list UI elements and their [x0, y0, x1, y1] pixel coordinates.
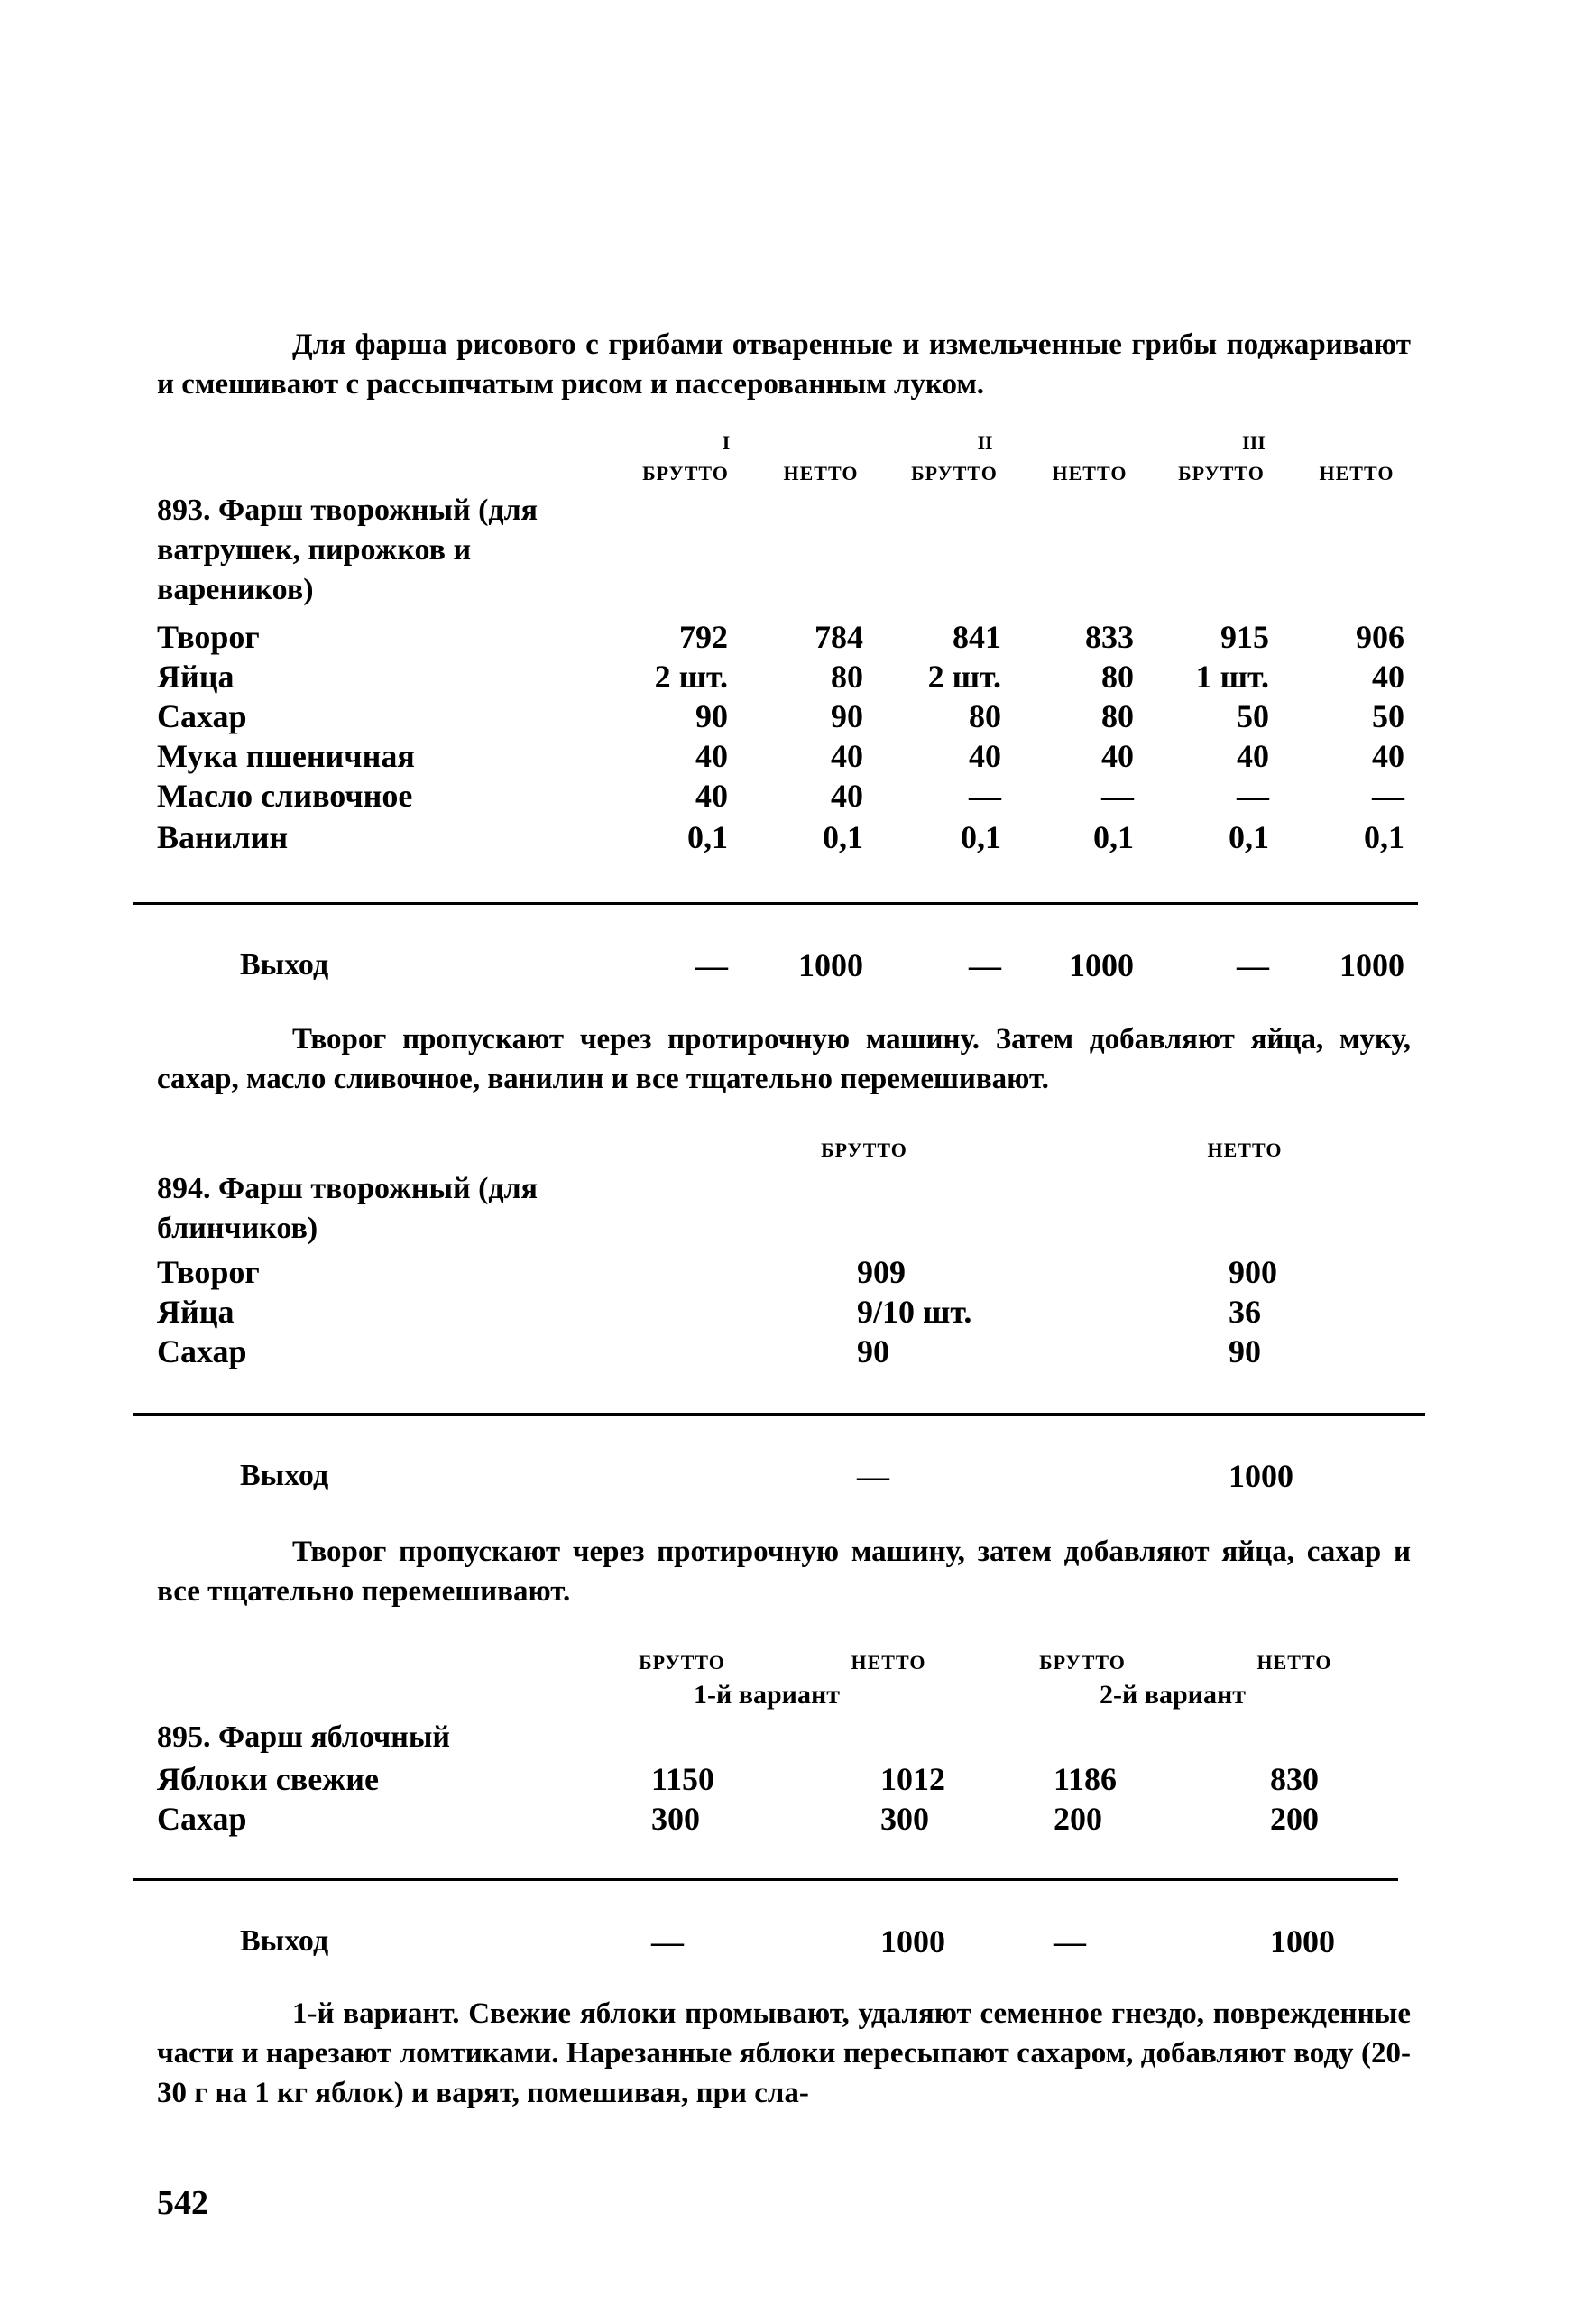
ingredient-name: Сахар [157, 1333, 247, 1370]
variant-label: 2-й вариант [1100, 1680, 1246, 1710]
page-number: 542 [157, 2184, 208, 2222]
table-cell: 50 [1237, 698, 1269, 734]
table-cell: 0,1 [1364, 819, 1404, 855]
table-row [0, 1332, 1574, 1371]
table-cell: 906 [1356, 619, 1404, 655]
table-cell: 784 [815, 619, 863, 655]
table-row [0, 817, 1574, 857]
ingredient-name: Яйца [157, 659, 235, 695]
table-cell: 909 [857, 1254, 906, 1290]
table-cell: 1000 [1229, 1458, 1293, 1494]
table-divider [133, 902, 1418, 905]
table-cell: — [1237, 947, 1269, 983]
table-cell: 200 [1054, 1801, 1102, 1837]
table-cell: 1186 [1054, 1761, 1118, 1797]
table-cell: 1000 [880, 1923, 945, 1960]
column-header: БРУТТО [821, 1139, 907, 1161]
table-cell: — [857, 1458, 889, 1494]
table-cell: — [969, 947, 1001, 983]
table-cell: — [1054, 1923, 1086, 1960]
column-header: БРУТТО [911, 462, 998, 484]
table-divider [133, 1413, 1425, 1416]
column-header: НЕТТО [1256, 1651, 1332, 1674]
column-header: НЕТТО [1319, 462, 1395, 484]
ingredient-name: Творог [157, 1254, 260, 1290]
variant-label: 1-й вариант [694, 1680, 840, 1710]
table-row [0, 657, 1574, 696]
table-cell: 90 [1229, 1333, 1261, 1370]
table-cell: 2 шт. [927, 659, 1001, 695]
table-cell: 900 [1229, 1254, 1277, 1290]
output-label: Выход [240, 1924, 329, 1958]
recipe-description: Творог пропускают через протирочную машину, затем добавляют яйца, сахар и все тщательно перемешивают. [157, 1536, 1411, 1608]
output-label: Выход [240, 948, 329, 982]
table-cell: 80 [831, 659, 863, 695]
table-cell: 40 [831, 778, 863, 814]
table-row [0, 696, 1574, 736]
table-cell: 1150 [651, 1761, 715, 1797]
ingredient-name: Яблоки свежие [157, 1761, 380, 1797]
table-cell: 40 [695, 738, 728, 774]
table-cell: 80 [1101, 659, 1134, 695]
table-cell: 80 [969, 698, 1001, 734]
table-cell: 915 [1220, 619, 1269, 655]
table-cell: 40 [1237, 738, 1269, 774]
table-cell: 40 [969, 738, 1001, 774]
column-header: БРУТТО [642, 462, 729, 484]
table-cell: 50 [1372, 698, 1404, 734]
table-cell: 40 [1101, 738, 1134, 774]
output-row [0, 1456, 1574, 1496]
recipe-title: 895. Фарш яблочный [157, 1720, 450, 1754]
recipe-title: 893. Фарш творожный (для ватрушек, пирожков и вареников) [157, 493, 538, 606]
ingredient-name: Сахар [157, 698, 247, 734]
table-row [0, 1799, 1574, 1839]
recipe-title: 894. Фарш творожный (для блинчиков) [157, 1172, 538, 1245]
table-cell: 841 [953, 619, 1001, 655]
table-row [0, 1252, 1574, 1292]
column-header: БРУТТО [639, 1651, 725, 1674]
table-cell: 1012 [880, 1761, 945, 1797]
table-cell: 1000 [1069, 947, 1134, 983]
table-cell: — [1372, 778, 1404, 814]
table-cell: 2 шт. [654, 659, 728, 695]
table-cell: 90 [857, 1333, 889, 1370]
table-cell: 300 [651, 1801, 700, 1837]
table-cell: 300 [880, 1801, 929, 1837]
column-header: БРУТТО [1039, 1651, 1126, 1674]
table-cell: 40 [1372, 659, 1404, 695]
table-cell: 792 [679, 619, 728, 655]
table-cell: 0,1 [823, 819, 863, 855]
table-cell: — [1101, 778, 1134, 814]
table-cell: 0,1 [961, 819, 1001, 855]
table-row [0, 736, 1574, 776]
table-cell: — [969, 778, 1001, 814]
table-cell: — [1237, 778, 1269, 814]
ingredient-name: Ванилин [157, 819, 289, 855]
table-cell: 40 [831, 738, 863, 774]
table-cell: 40 [695, 778, 728, 814]
table-cell: 0,1 [687, 819, 728, 855]
table-cell: 833 [1085, 619, 1134, 655]
column-group-3: III [1242, 431, 1266, 454]
table-cell: 1 шт. [1195, 659, 1269, 695]
table-row [0, 617, 1574, 657]
recipe-description: 1-й вариант. Свежие яблоки промывают, удаляют семенное гнездо, поврежденные части и нарезают ломтиками. Нарезанные яблоки пересыпают сахаром, добавляют воду (20-30 г на 1 кг яблок) и варят, помешивая, при сла- [157, 1997, 1411, 2109]
column-header: НЕТТО [1207, 1139, 1283, 1161]
ingredient-name: Масло сливочное [157, 778, 413, 814]
table-row [0, 1759, 1574, 1799]
table-divider [133, 1878, 1398, 1881]
column-group-2: II [977, 431, 993, 454]
output-label: Выход [240, 1459, 329, 1492]
table-cell: 9/10 шт. [857, 1294, 972, 1330]
table-cell: 90 [831, 698, 863, 734]
column-header: НЕТТО [1052, 462, 1128, 484]
intro-paragraph: Для фарша рисового с грибами отваренные и измельченные грибы поджаривают и смешивают с рассыпчатым рисом и пассерованным луком. [157, 328, 1411, 401]
table-cell: 80 [1101, 698, 1134, 734]
table-cell: 1000 [1270, 1923, 1335, 1960]
table-cell: 90 [695, 698, 728, 734]
table-row [0, 1292, 1574, 1332]
table-row [0, 776, 1574, 816]
table-cell: — [651, 1923, 684, 1960]
column-header: НЕТТО [783, 462, 859, 484]
table-cell: 0,1 [1093, 819, 1134, 855]
table-cell: 830 [1270, 1761, 1319, 1797]
ingredient-name: Творог [157, 619, 260, 655]
output-row [0, 945, 1574, 985]
table-cell: — [695, 947, 728, 983]
column-group-1: I [722, 431, 731, 454]
table-cell: 36 [1229, 1294, 1261, 1330]
table-cell: 40 [1372, 738, 1404, 774]
table-cell: 200 [1270, 1801, 1319, 1837]
recipe-description: Творог пропускают через протирочную машину. Затем добавляют яйца, муку, сахар, масло сливочное, ванилин и все тщательно перемешивают. [157, 1023, 1411, 1095]
column-header: БРУТТО [1178, 462, 1265, 484]
ingredient-name: Сахар [157, 1801, 247, 1837]
ingredient-name: Яйца [157, 1294, 235, 1330]
ingredient-name: Мука пшеничная [157, 738, 415, 774]
table-cell: 0,1 [1229, 819, 1269, 855]
table-cell: 1000 [1339, 947, 1404, 983]
column-header: НЕТТО [851, 1651, 926, 1674]
table-cell: 1000 [798, 947, 863, 983]
output-row [0, 1922, 1574, 1961]
